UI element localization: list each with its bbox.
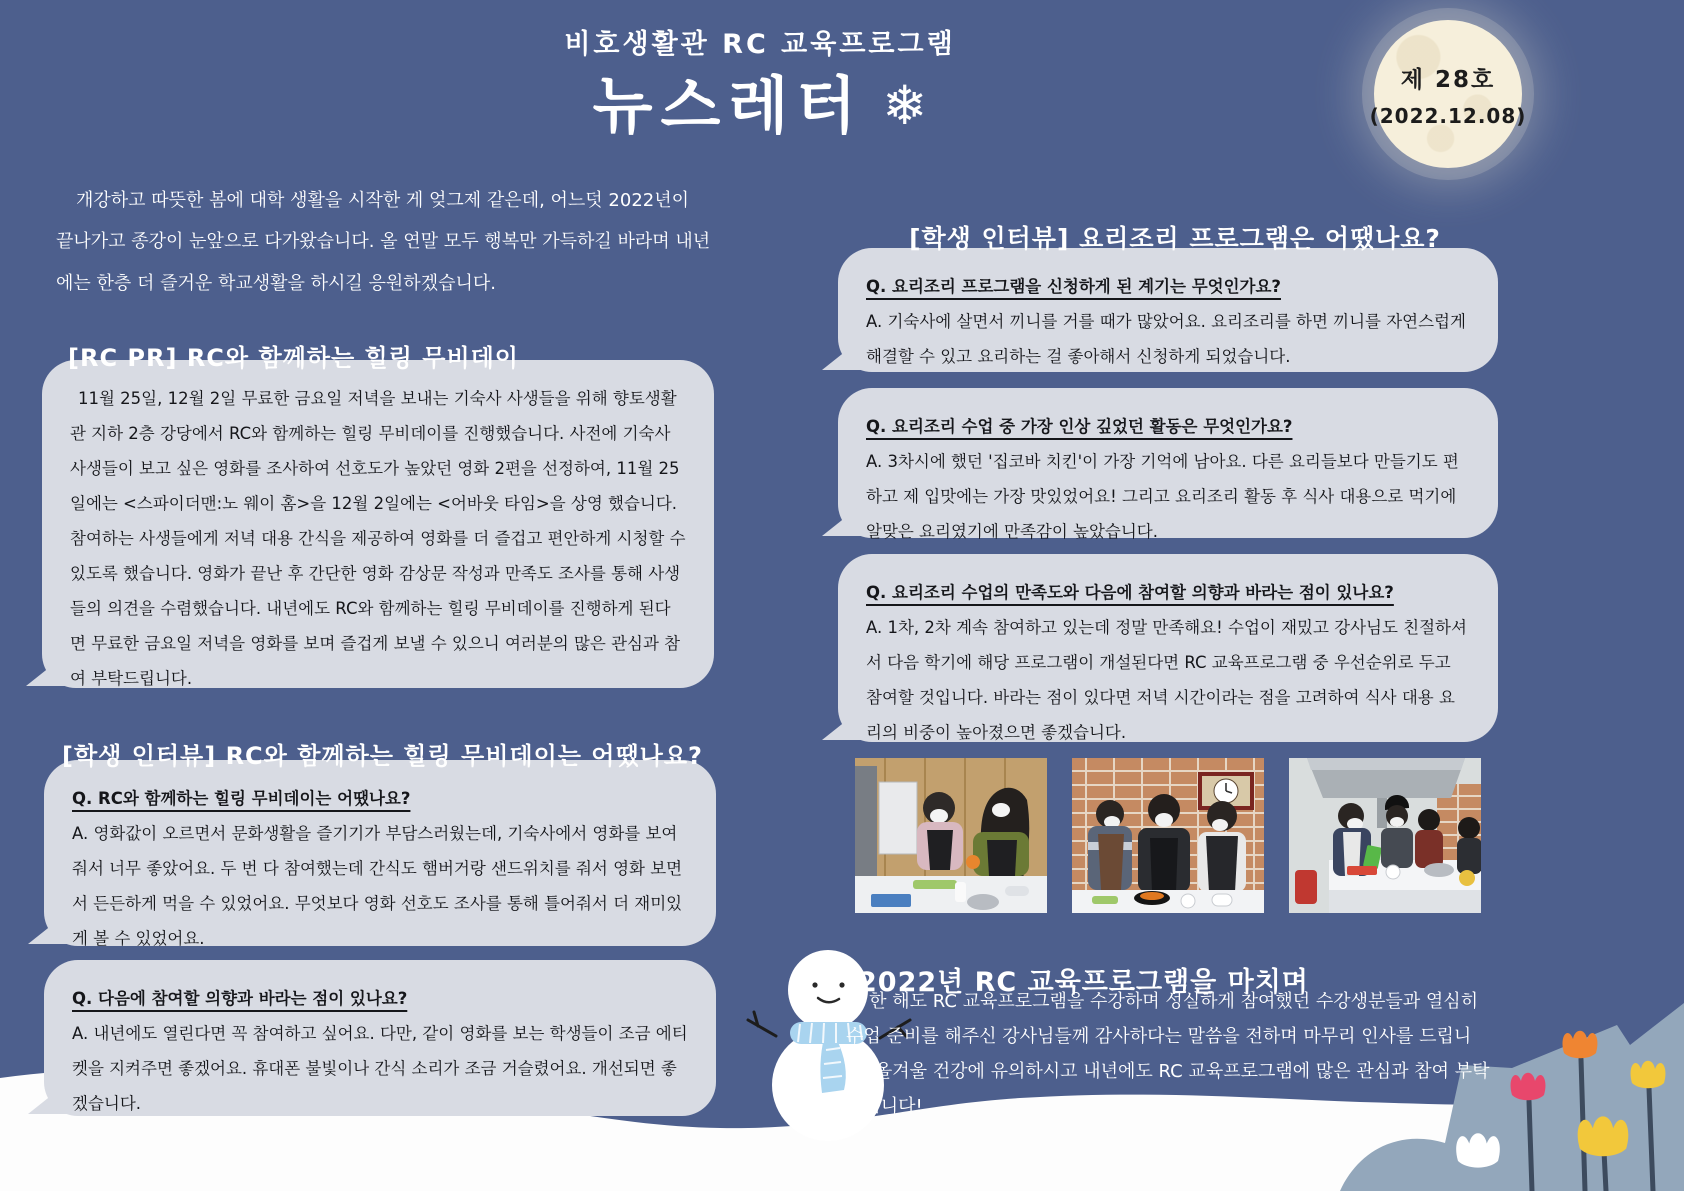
question-text: Q. 요리조리 수업의 만족도와 다음에 참여할 의향과 바라는 점이 있나요? (866, 583, 1394, 602)
issue-badge-moon (1369, 20, 1527, 168)
answer-text: A. 3차시에 했던 '집코바 치킨'이 가장 기억에 남아요. 다른 요리들보다 만들기도 편하고 제 입맛에는 가장 맛있었어요! 그리고 요리조리 활동 후 식사 대용으로 먹기에 알맞은 요리였기에 만족감이 높았습니다. (866, 451, 1459, 541)
answer-text: A. 영화값이 오르면서 문화생활을 즐기기가 부담스러웠는데, 기숙사에서 영화를 보여줘서 너무 좋았어요. 두 번 다 참여했는데 간식도 햄버거랑 샌드위치를 줘서 영화 보면서 든든하게 먹을 수 있었어요. 무엇보다 영화 선호도 조사를 통해 틀어줘서 더 재미있게 볼 수 있었어요. (72, 823, 683, 948)
answer-text: A. 기숙사에 살면서 끼니를 거를 때가 많았어요. 요리조리를 하면 끼니를 자연스럽게 해결할 수 있고 요리하는 걸 좋아해서 신청하게 되었습니다. (866, 311, 1466, 366)
section-heading-cooking-interview: [학생 인터뷰] 요리조리 프로그램은 어땠나요? (909, 223, 1441, 253)
cooking-class-photo-1 (855, 758, 1047, 913)
section-heading-movie-interview: [학생 인터뷰] RC와 함께하는 힐링 무비데이는 어땠나요? (62, 741, 703, 770)
answer-text: A. 1차, 2차 계속 참여하고 있는데 정말 만족해요! 수업이 재밌고 강사님도 친절하셔서 다음 학기에 해당 프로그램이 개설된다면 RC 교육프로그램 중 우선순위로 두고 참여할 것입니다. 바라는 점이 있다면 저녁 시간이라는 점을 고려하여 식사 대용 요리의 비중이 높아졌으면 좋겠습니다. (866, 617, 1467, 742)
newsletter-header (400, 22, 1120, 142)
snowflake-icon: ❄ (882, 74, 928, 137)
qa-card-movie-1 (44, 760, 716, 946)
qa-card-cooking-2 (838, 388, 1498, 541)
answer-text: A. 내년에도 열린다면 꼭 참여하고 싶어요. 다만, 같이 영화를 보는 학생들이 조금 에티켓을 지켜주면 좋겠어요. 휴대폰 불빛이나 간식 소리가 조금 거슬렸어요. 개선되면 좋겠습니다. (72, 1023, 688, 1113)
intro-paragraph: 개강하고 따뜻한 봄에 대학 생활을 시작한 게 엊그제 같은데, 어느덧 2022년이 끝나가고 종강이 눈앞으로 다가왔습니다. 올 연말 모두 행복만 가득하길 바라며 내년에는 한층 더 즐거운 학교생활을 하시길 응원하겠습니다. (56, 190, 711, 294)
question-text: Q. RC와 함께하는 힐링 무비데이는 어땠나요? (72, 789, 411, 808)
section-heading-rc-pr: [RC PR] RC와 함께하는 힐링 무비데이 (68, 343, 519, 372)
cooking-photos-row (855, 758, 1481, 913)
qa-card-cooking-1 (838, 248, 1498, 372)
question-text: Q. 요리조리 수업 중 가장 인상 깊었던 활동은 무엇인가요? (866, 417, 1293, 436)
closing-heading: 2022년 RC 교육프로그램을 마치며 (858, 967, 1309, 999)
issue-date: (2022.12.08) (1369, 103, 1527, 128)
qa-card-movie-2 (44, 960, 716, 1116)
issue-number: 제 28호 (1400, 66, 1496, 93)
movie-day-article-text: 11월 25일, 12월 2일 무료한 금요일 저녁을 보내는 기숙사 사생들을 위해 향토생활관 지하 2층 강당에서 RC와 함께하는 힐링 무비데이를 진행했습니다. 사전에 기숙사 사생들이 보고 싶은 영화를 조사하여 선호도가 높았던 영화 2편을 선정하여, 11월 25일에는 <스파이더맨:노 웨이 홈>을 12월 2일에는 <어바웃 타임>을 상영 했습니다. 참여하는 사생들에게 저녁 대용 간식을 제공하여 영화를 더 즐겁고 편안하게 시청할 수 있도록 했습니다. 영화가 끝난 후 간단한 영화 감상문 작성과 만족도 조사를 통해 사생들의 의견을 수렴했습니다. 내년에도 RC와 함께하는 힐링 무비데이를 진행하게 된다면 무료한 금요일 저녁을 영화를 보며 즐겁게 보낼 수 있으니 여러분의 많은 관심과 참여 부탁드립니다. (70, 389, 686, 688)
question-text: Q. 다음에 참여할 의향과 바라는 점이 있나요? (72, 989, 408, 1008)
newsletter-subtitle: 비호생활관 RC 교육프로그램 (564, 29, 956, 60)
qa-card-cooking-3 (838, 554, 1498, 742)
newsletter-title: 뉴스레터 (592, 69, 865, 142)
cooking-class-photo-3 (1289, 758, 1481, 913)
cooking-class-photo-2 (1072, 758, 1264, 913)
question-text: Q. 요리조리 프로그램을 신청하게 된 계기는 무엇인가요? (866, 277, 1281, 296)
closing-paragraph: 올 한 해도 RC 교육프로그램을 수강하며 성실하게 참여했던 수강생분들과 열심히 수업 준비를 해주신 강사님들께 감사하다는 말씀을 전하며 마무리 인사를 드립니다. 올겨울 건강에 유의하시고 내년에도 RC 교육프로그램에 많은 관심과 참여 부탁드립니다! (846, 991, 1490, 1118)
movie-day-article-card (42, 360, 714, 688)
